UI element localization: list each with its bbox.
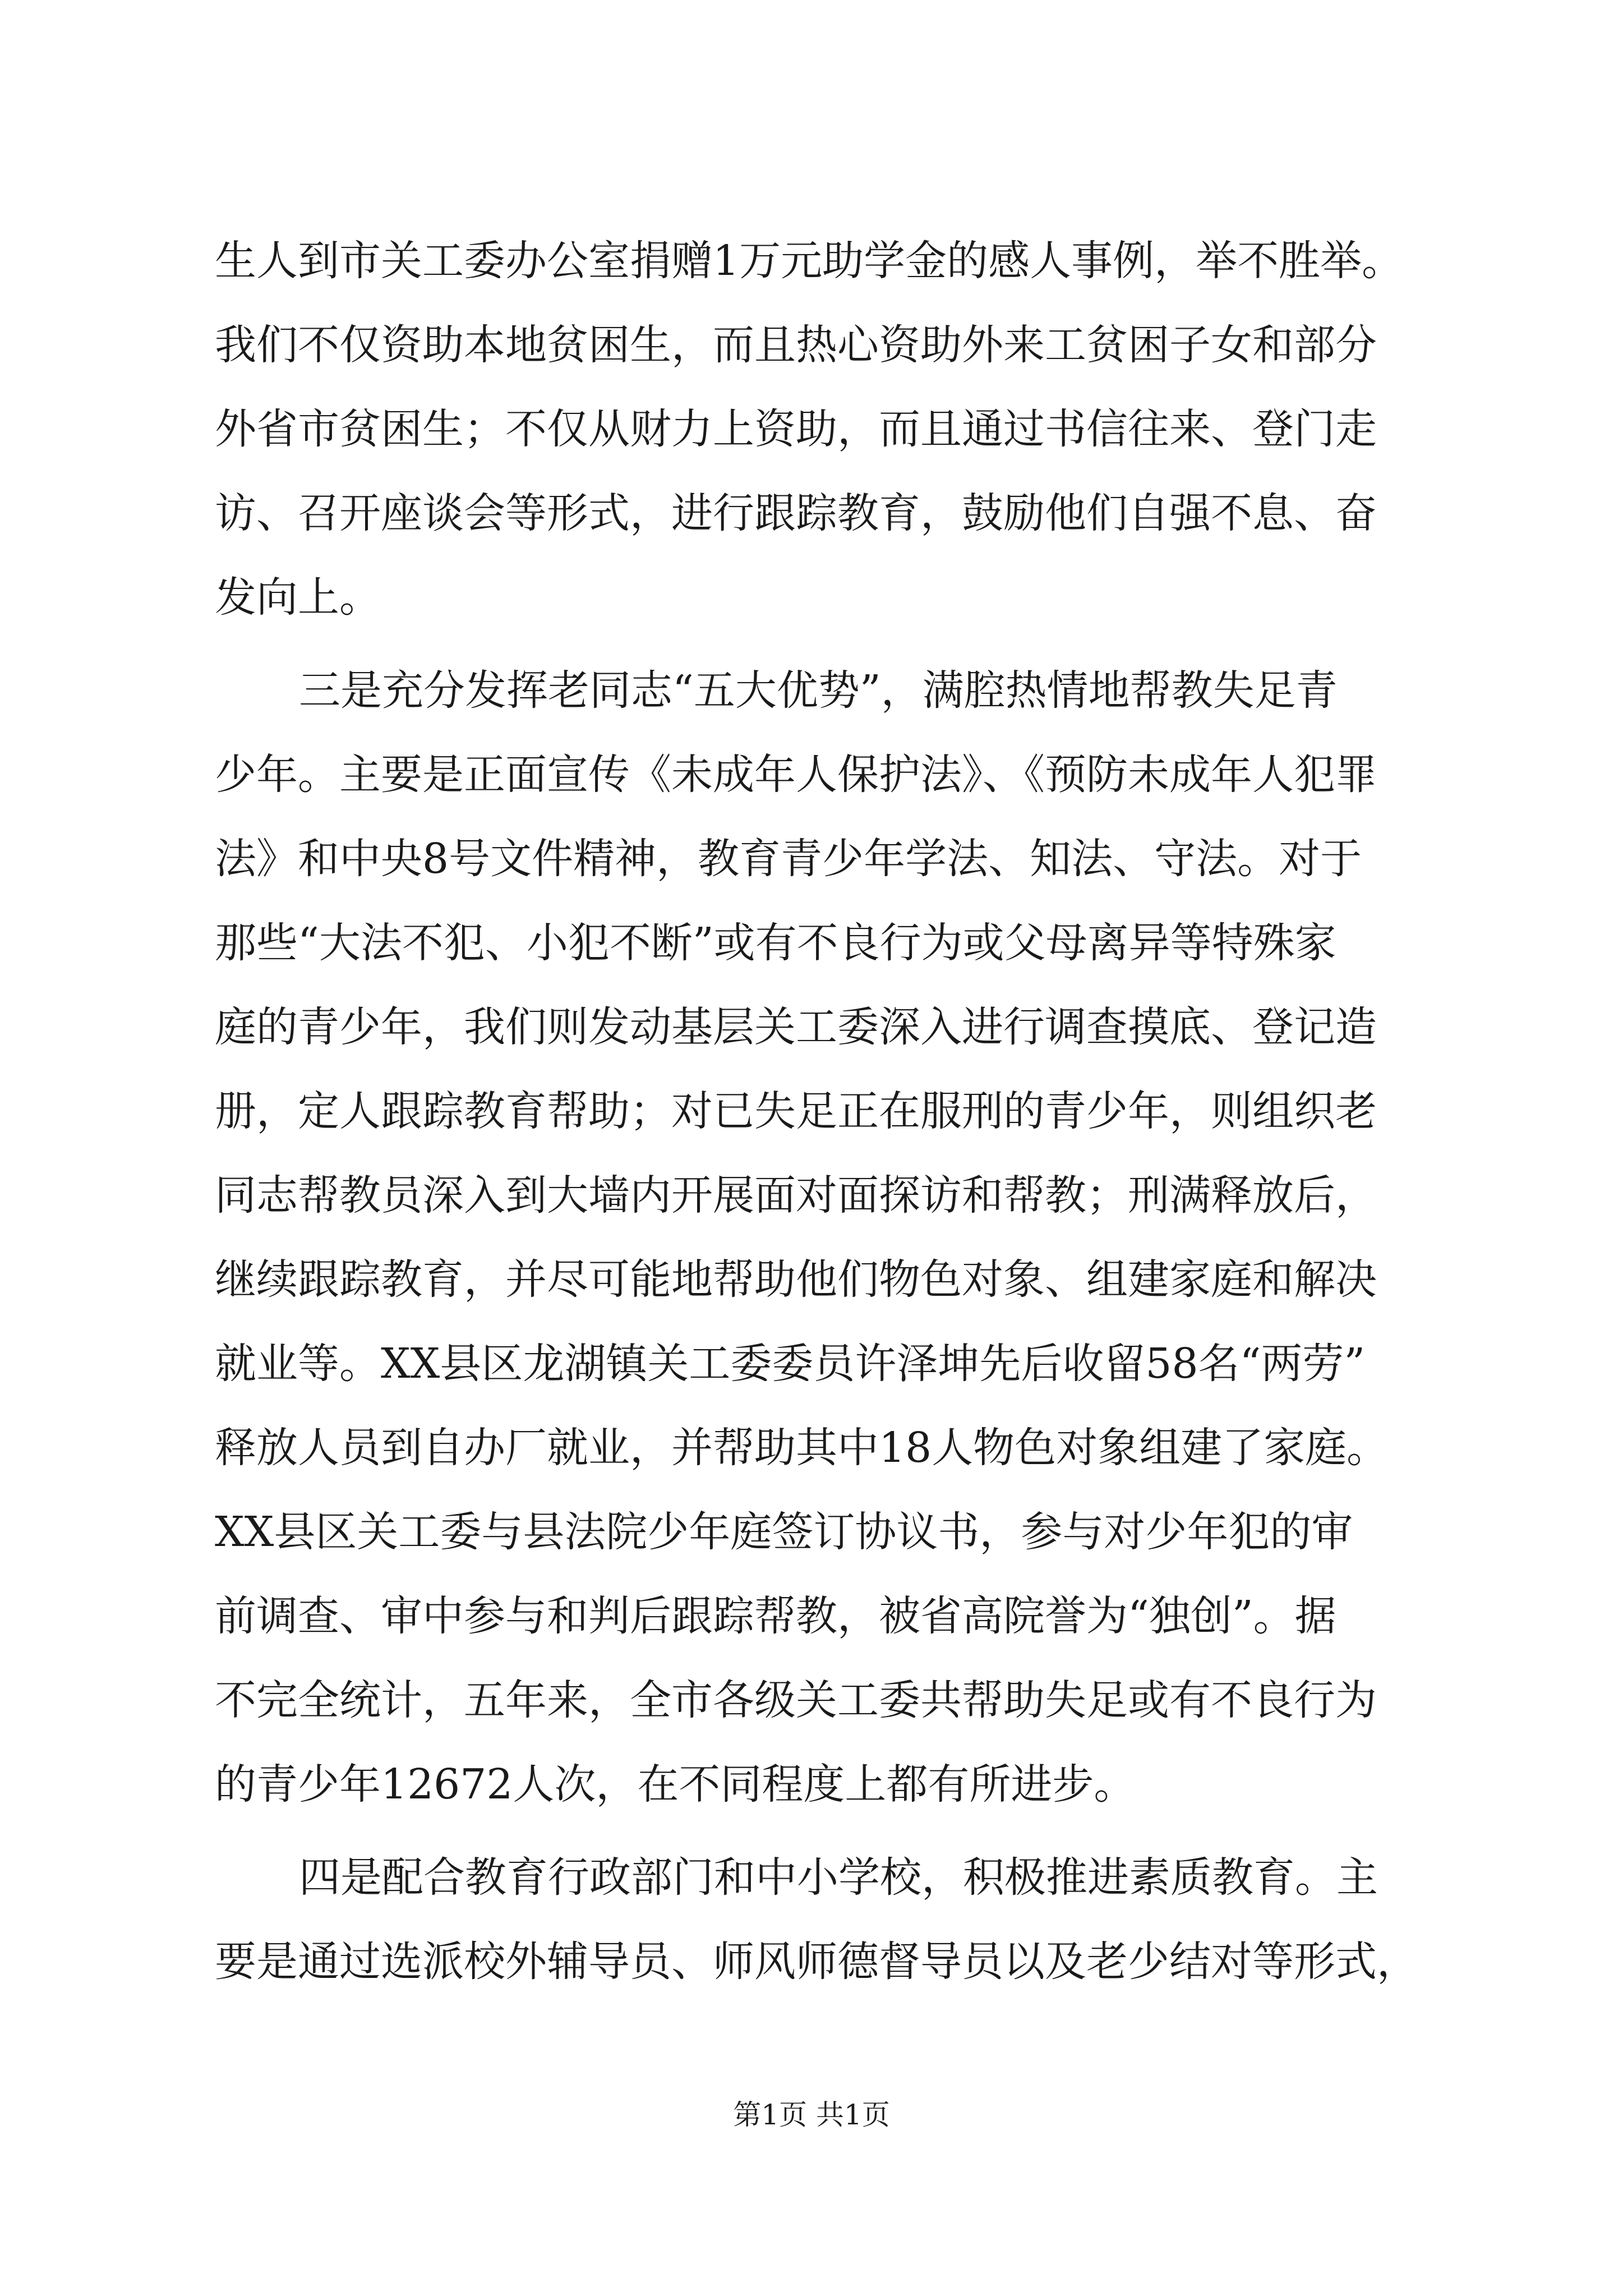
text-line: 同志帮教员深入到大墙内开展面对面探访和帮教；刑满释放后，: [215, 1171, 1377, 1220]
text-line: 发向上。: [215, 573, 381, 622]
paragraph-start-line: 四是配合教育行政部门和中小学校，积极推进素质教育。主: [299, 1853, 1378, 1902]
text-line: 的青少年12672人次，在不同程度上都有所进步。: [215, 1760, 1136, 1809]
text-line: 那些“大法不犯、小犯不断”或有不良行为或父母离异等特殊家: [215, 919, 1336, 967]
text-line: 生人到市关工委办公室捐赠1万元助学金的感人事例，举不胜举。: [215, 237, 1404, 285]
text-line: 继续跟踪教育，并尽可能地帮助他们物色对象、组建家庭和解决: [215, 1255, 1377, 1304]
text-line: 册，定人跟踪教育帮助；对已失足正在服刑的青少年，则组织老: [215, 1087, 1377, 1135]
text-line: 要是通过选派校外辅导员、师风师德督导员以及老少结对等形式，: [215, 1938, 1418, 1986]
paragraph-start-line: 三是充分发挥老同志“五大优势”，满腔热情地帮教失足青: [299, 666, 1338, 715]
text-line: 少年。主要是正面宣传《未成年人保护法》、《预防未成年人犯罪: [215, 751, 1377, 799]
text-line: XX县区关工委与县法院少年庭签订协议书，参与对少年犯的审: [215, 1508, 1353, 1556]
page-number-footer: 第1页 共1页: [733, 2099, 890, 2131]
text-line: 释放人员到自办厂就业，并帮助其中18人物色对象组建了家庭。: [215, 1424, 1389, 1472]
text-line: 前调查、审中参与和判后跟踪帮教，被省高院誉为“独创”。据: [215, 1592, 1336, 1640]
text-line: 不完全统计，五年来，全市各级关工委共帮助失足或有不良行为: [215, 1676, 1377, 1724]
text-line: 庭的青少年，我们则发动基层关工委深入进行调查摸底、登记造: [215, 1003, 1377, 1051]
text-line: 就业等。XX县区龙湖镇关工委委员许泽坤先后收留58名“两劳”: [215, 1340, 1366, 1388]
text-line: 我们不仅资助本地贫困生，而且热心资助外来工贫困子女和部分: [215, 321, 1377, 369]
text-line: 访、召开座谈会等形式，进行跟踪教育，鼓励他们自强不息、奋: [215, 489, 1377, 537]
text-line: 外省市贫困生；不仅从财力上资助，而且通过书信往来、登门走: [215, 405, 1377, 453]
text-line: 法》和中央8号文件精神，教育青少年学法、知法、守法。对于: [215, 835, 1362, 883]
